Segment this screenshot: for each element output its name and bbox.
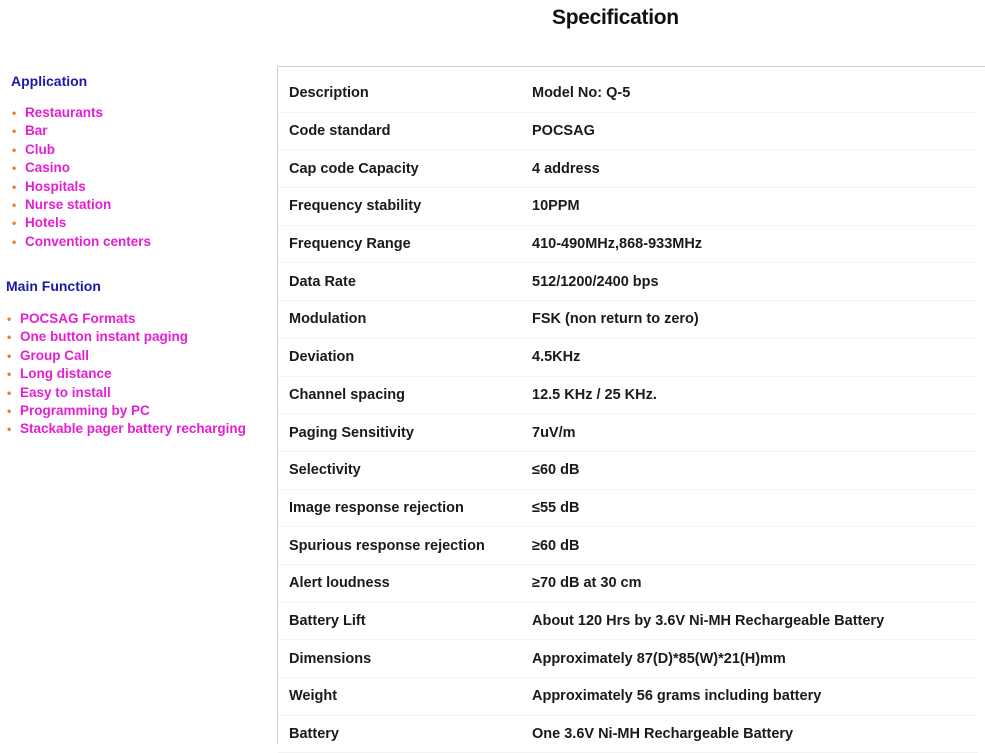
spec-row [278, 452, 978, 490]
spec-value: 10PPM [532, 198, 580, 215]
spec-value: ≥70 dB at 30 cm [532, 575, 642, 592]
spec-label: Alert loudness [289, 575, 390, 592]
bullet-icon: • [12, 124, 17, 139]
bullet-icon: • [7, 367, 12, 382]
application-list [12, 104, 151, 251]
spec-label: Spurious response rejection [289, 537, 485, 554]
bullet-icon: • [12, 142, 17, 157]
spec-row [278, 527, 978, 565]
spec-table [278, 75, 978, 753]
spec-row [278, 716, 978, 753]
spec-value: 4 address [532, 160, 600, 177]
spec-value: POCSAG [532, 123, 595, 140]
bullet-icon: • [12, 106, 17, 120]
spec-value: One 3.6V Ni-MH Rechargeable Battery [532, 726, 794, 743]
spec-row [278, 414, 978, 452]
spec-label: Paging Sensitivity [289, 424, 414, 441]
spec-value: 12.5 KHz / 25 KHz. [532, 386, 657, 403]
application-item-bar[interactable]: • Bar [12, 122, 151, 140]
spec-row [278, 640, 978, 678]
spec-row [278, 301, 978, 339]
application-item-restaurants[interactable]: • Restaurants [12, 104, 151, 122]
spec-value: 4.5KHz [532, 349, 581, 366]
spec-value: ≤55 dB [532, 499, 580, 516]
spec-value: Approximately 87(D)*85(W)*21(H)mm [532, 650, 786, 667]
bullet-icon: • [12, 197, 17, 212]
spec-label: Cap code Capacity [289, 160, 419, 177]
spec-label: Battery [289, 726, 339, 743]
bullet-icon: • [7, 312, 12, 326]
function-item-programming-pc[interactable]: • Programming by PC [7, 402, 246, 420]
page-title: Specification [552, 6, 679, 29]
spec-row [278, 603, 978, 641]
spec-row [278, 226, 978, 264]
spec-row [278, 188, 978, 226]
spec-label: Code standard [289, 123, 391, 140]
spec-value: 512/1200/2400 bps [532, 273, 659, 290]
spec-label: Dimensions [289, 650, 372, 667]
spec-label: Battery Lift [289, 612, 366, 629]
spec-label: Modulation [289, 311, 367, 328]
spec-value: 410-490MHz,868-933MHz [532, 236, 703, 253]
spec-label: Weight [289, 688, 338, 705]
spec-row [278, 113, 978, 151]
function-item-stackable-recharging[interactable]: • Stackable pager battery recharging [7, 420, 246, 438]
application-item-hotels[interactable]: • Hotels [12, 214, 151, 232]
spec-label: Description [289, 85, 369, 102]
bullet-icon: • [7, 403, 12, 418]
bullet-icon: • [12, 216, 17, 231]
main-function-list [7, 310, 246, 439]
bullet-icon: • [7, 422, 12, 437]
spec-label: Channel spacing [289, 386, 406, 403]
function-item-easy-install[interactable]: • Easy to install [7, 384, 246, 402]
application-item-convention-centers[interactable]: • Convention centers [12, 233, 151, 251]
application-item-nurse-station[interactable]: • Nurse station [12, 196, 151, 214]
main-function-heading: Main Function [6, 278, 101, 294]
spec-panel [277, 66, 985, 744]
function-item-long-distance[interactable]: • Long distance [7, 365, 246, 383]
application-heading: Application [11, 73, 88, 89]
application-item-hospitals[interactable]: • Hospitals [12, 178, 151, 196]
spec-value: FSK (non return to zero) [532, 311, 699, 328]
function-item-pocsag-formats[interactable]: • POCSAG Formats [7, 310, 246, 328]
application-item-casino[interactable]: • Casino [12, 159, 151, 177]
bullet-icon: • [7, 385, 12, 400]
function-item-group-call[interactable]: • Group Call [7, 347, 246, 365]
spec-label: Selectivity [289, 462, 361, 479]
spec-value: About 120 Hrs by 3.6V Ni-MH Rechargeable Battery [532, 612, 885, 629]
spec-value: 7uV/m [532, 424, 576, 441]
spec-value: ≥60 dB [532, 537, 580, 554]
bullet-icon: • [12, 234, 17, 249]
spec-label: Deviation [289, 349, 355, 366]
application-item-club[interactable]: • Club [12, 141, 151, 159]
function-item-one-button-paging[interactable]: • One button instant paging [7, 328, 246, 346]
bullet-icon: • [7, 348, 12, 363]
spec-value: Model No: Q-5 [532, 85, 631, 102]
spec-value: ≤60 dB [532, 462, 580, 479]
spec-row [278, 678, 978, 716]
bullet-icon: • [12, 179, 17, 194]
spec-label: Frequency stability [289, 198, 422, 215]
spec-row [278, 263, 978, 301]
bullet-icon: • [7, 330, 12, 345]
spec-row [278, 565, 978, 603]
spec-row [278, 490, 978, 528]
spec-label: Image response rejection [289, 499, 464, 516]
spec-label: Frequency Range [289, 236, 411, 253]
spec-row [278, 75, 978, 113]
spec-label: Data Rate [289, 273, 356, 290]
spec-row [278, 150, 978, 188]
spec-value: Approximately 56 grams including battery [532, 688, 822, 705]
spec-row [278, 339, 978, 377]
spec-row [278, 377, 978, 415]
bullet-icon: • [12, 161, 17, 176]
